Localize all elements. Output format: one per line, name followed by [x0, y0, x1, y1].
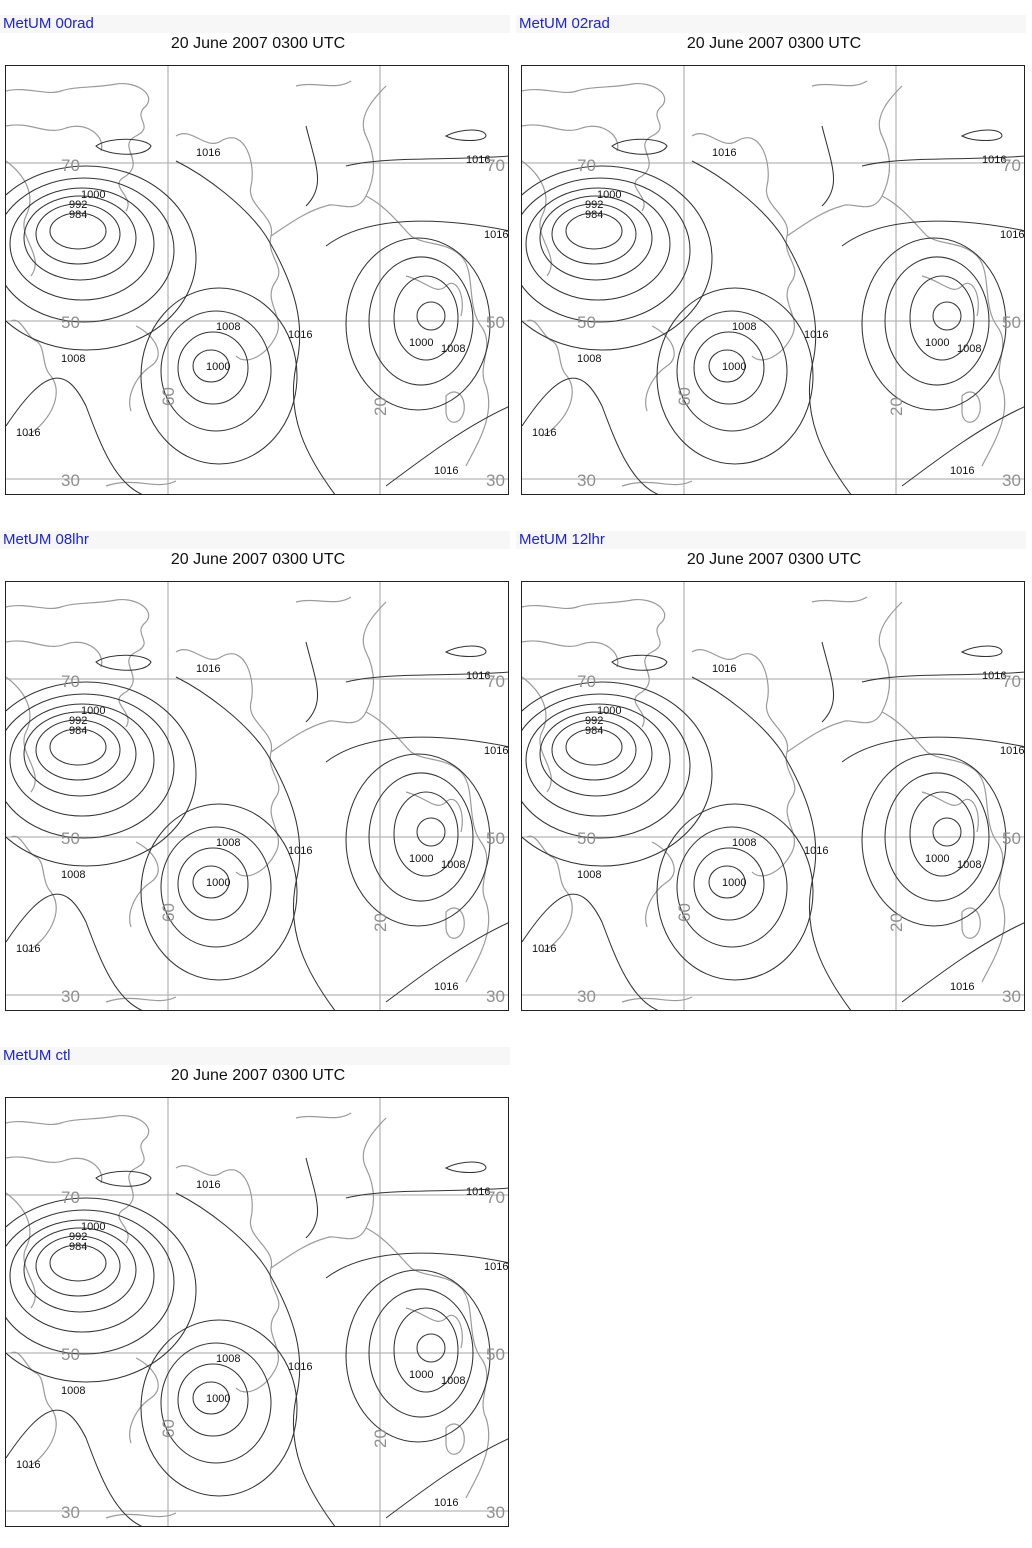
graticule-label: 50: [61, 313, 80, 332]
coastline: [296, 1113, 351, 1118]
isobars: [6, 126, 509, 495]
map-svg: [6, 582, 509, 1011]
panel-label: MetUM 02rad: [516, 15, 1026, 33]
graticule-label: 20: [371, 1429, 390, 1448]
isobar-label: 1016: [1000, 229, 1025, 241]
isobar: [962, 130, 1002, 141]
isobar-label: 984: [585, 209, 604, 221]
map-svg: [522, 582, 1025, 1011]
graticule-label: 30: [61, 471, 80, 490]
isobar-label: 1008: [216, 837, 241, 849]
isobar: [933, 302, 961, 330]
isobar-label: 984: [585, 725, 604, 737]
isobar-label: 1016: [434, 981, 459, 993]
panel-label: MetUM 08lhr: [0, 531, 510, 549]
isobar-label: 1016: [466, 670, 491, 682]
map-svg: [522, 66, 1025, 495]
graticule-label: 20: [887, 913, 906, 932]
coastline: [6, 1116, 149, 1243]
graticule-label: 70: [61, 156, 80, 175]
isobar-label: 1000: [409, 853, 434, 865]
isobar-label: 992: [69, 715, 88, 727]
graticule-label: 20: [371, 913, 390, 932]
coastline: [271, 1118, 386, 1268]
isobars: [6, 1158, 509, 1527]
graticule-label: 50: [577, 313, 596, 332]
map-panel-3: [0, 531, 510, 1031]
graticule-label: 50: [486, 313, 505, 332]
isobar-label: 1000: [597, 705, 622, 717]
isobar-label: 1016: [484, 229, 509, 241]
isobar: [862, 238, 1006, 410]
isobar-label: 1000: [206, 361, 231, 373]
isobar-label: 1008: [732, 321, 757, 333]
pressure-map: [5, 581, 509, 1011]
panel-subtitle: 20 June 2007 0300 UTC: [170, 35, 346, 52]
isobar: [141, 1320, 297, 1496]
isobar-label: 1000: [206, 877, 231, 889]
isobar-label: 1016: [196, 663, 221, 675]
isobar-label: 1008: [216, 321, 241, 333]
isobar-label: 1008: [441, 343, 466, 355]
coastline: [522, 84, 665, 211]
isobar: [306, 126, 318, 206]
map-panel-1: [0, 15, 510, 515]
isobar: [96, 139, 151, 154]
isobar-label: 1000: [597, 189, 622, 201]
isobar-label: 1016: [466, 154, 491, 166]
graticule-label: 50: [61, 829, 80, 848]
isobar-label: 1000: [925, 337, 950, 349]
pressure-map: [5, 65, 509, 495]
graticule-label: 50: [1002, 313, 1021, 332]
coastlines: [522, 597, 1005, 1002]
isobar-label: 1008: [577, 869, 602, 881]
isobar-label: 1016: [982, 670, 1007, 682]
isobar-label: 992: [69, 199, 88, 211]
panel-label: MetUM 00rad: [0, 15, 510, 33]
coastline: [446, 1424, 464, 1454]
map-panel-5: [0, 1047, 510, 1547]
coastline: [446, 908, 464, 938]
coastline: [296, 597, 351, 602]
isobar-label: 1008: [61, 869, 86, 881]
isobar: [96, 655, 151, 670]
graticule-label: 30: [61, 987, 80, 1006]
graticule-label: 70: [577, 672, 596, 691]
pressure-map: [521, 581, 1025, 1011]
coastline: [106, 481, 176, 486]
isobar-label: 1000: [81, 189, 106, 201]
isobar-label: 1016: [434, 1497, 459, 1509]
isobar: [417, 818, 445, 846]
graticule-label: 30: [486, 1503, 505, 1522]
isobar: [446, 646, 486, 657]
graticule-label: 60: [675, 903, 694, 922]
graticule-label: 70: [61, 672, 80, 691]
graticule-label: 20: [887, 397, 906, 416]
panel-subtitle: 20 June 2007 0300 UTC: [686, 35, 862, 52]
isobar-label: 1016: [804, 845, 829, 857]
isobar-label: 1008: [216, 1353, 241, 1365]
isobar: [612, 655, 667, 670]
isobar-label: 1008: [441, 859, 466, 871]
coastline: [366, 712, 489, 982]
isobar: [346, 754, 490, 926]
isobar-label: 992: [585, 715, 604, 727]
map-panel-2: [516, 15, 1026, 515]
coastline: [271, 602, 386, 752]
coastlines: [522, 81, 1005, 486]
graticule-label: 70: [486, 156, 505, 175]
isobar: [326, 1253, 509, 1278]
graticule-label: 50: [486, 1345, 505, 1364]
isobar-label: 1016: [288, 845, 313, 857]
isobar-label: 1016: [532, 427, 557, 439]
isobar-label: 1016: [288, 329, 313, 341]
coastline: [106, 997, 176, 1002]
graticule-label: 30: [1002, 987, 1021, 1006]
isobar-label: 1000: [81, 705, 106, 717]
isobar-label: 1008: [61, 1385, 86, 1397]
isobar: [962, 646, 1002, 657]
coastline: [6, 641, 102, 667]
isobar: [346, 238, 490, 410]
coastline: [527, 836, 572, 952]
isobar-label: 984: [69, 209, 88, 221]
coastline: [787, 86, 902, 236]
graticule-label: 30: [486, 987, 505, 1006]
coastlines: [6, 1113, 489, 1518]
graticule-label: 30: [486, 471, 505, 490]
isobar-label: 1000: [409, 337, 434, 349]
graticule-label: 50: [486, 829, 505, 848]
coastline: [812, 81, 867, 86]
isobar: [446, 1162, 486, 1173]
graticule-label: 20: [371, 397, 390, 416]
isobar-label: 1016: [484, 1261, 509, 1273]
isobar-label: 1016: [484, 745, 509, 757]
coastline: [446, 392, 464, 422]
graticule-label: 30: [61, 1503, 80, 1522]
coastline: [366, 1228, 489, 1498]
coastline: [106, 1513, 176, 1518]
graticule-label: 70: [1002, 156, 1021, 175]
isobar-label: 1000: [81, 1221, 106, 1233]
isobar: [141, 288, 297, 464]
coastline: [11, 836, 56, 952]
graticule-label: 50: [577, 829, 596, 848]
isobar: [933, 818, 961, 846]
isobar-label: 1000: [206, 1393, 231, 1405]
isobar-label: 1016: [804, 329, 829, 341]
isobar-label: 1016: [16, 1459, 41, 1471]
coastline: [522, 600, 665, 727]
pressure-map: [5, 1097, 509, 1527]
isobar: [822, 642, 834, 722]
isobar-label: 992: [69, 1231, 88, 1243]
isobar-label: 1008: [732, 837, 757, 849]
graticule-label: 60: [159, 387, 178, 406]
isobar: [141, 804, 297, 980]
coastline: [6, 600, 149, 727]
coastline: [522, 641, 618, 667]
panel-subtitle: 20 June 2007 0300 UTC: [170, 551, 346, 568]
isobar-label: 992: [585, 199, 604, 211]
isobar-label: 1016: [712, 663, 737, 675]
isobar-label: 1008: [441, 1375, 466, 1387]
isobar: [326, 221, 509, 246]
graticule-label: 70: [486, 1188, 505, 1207]
map-panel-4: [516, 531, 1026, 1031]
coastline: [271, 86, 386, 236]
graticule-label: 60: [159, 1419, 178, 1438]
isobar-label: 1016: [466, 1186, 491, 1198]
coastline: [787, 602, 902, 752]
map-svg: [6, 1098, 509, 1527]
isobar-label: 1000: [409, 1369, 434, 1381]
isobar: [417, 1334, 445, 1362]
coastline: [6, 84, 149, 211]
coastline: [11, 320, 56, 436]
isobar-label: 1008: [577, 353, 602, 365]
pressure-map: [521, 65, 1025, 495]
isobar: [842, 221, 1025, 246]
isobar-label: 1016: [434, 465, 459, 477]
graticule-label: 60: [159, 903, 178, 922]
isobar: [446, 130, 486, 141]
isobar: [306, 1158, 318, 1238]
isobar-label: 1016: [288, 1361, 313, 1373]
isobar: [842, 737, 1025, 762]
graticule-label: 70: [486, 672, 505, 691]
isobar-label: 1016: [16, 943, 41, 955]
isobar-label: 1016: [196, 1179, 221, 1191]
isobar-label: 1016: [950, 981, 975, 993]
map-svg: [6, 66, 509, 495]
isobar-label: 1008: [957, 343, 982, 355]
coastline: [882, 196, 1005, 466]
isobar-label: 1008: [61, 353, 86, 365]
isobar-label: 1016: [16, 427, 41, 439]
graticule-label: 70: [61, 1188, 80, 1207]
coastline: [6, 1157, 102, 1183]
isobar-label: 1008: [957, 859, 982, 871]
isobar: [326, 737, 509, 762]
isobar: [657, 804, 813, 980]
panel-label: MetUM ctl: [0, 1047, 510, 1065]
coastline: [622, 481, 692, 486]
graticule-label: 50: [61, 1345, 80, 1364]
isobars: [522, 126, 1025, 495]
panel-subtitle: 20 June 2007 0300 UTC: [686, 551, 862, 568]
coastline: [882, 712, 1005, 982]
isobars: [522, 642, 1025, 1011]
coastlines: [6, 81, 489, 486]
isobar-label: 1016: [712, 147, 737, 159]
graticule-label: 30: [577, 471, 596, 490]
panel-label: MetUM 12lhr: [516, 531, 1026, 549]
isobar-label: 1016: [532, 943, 557, 955]
coastline: [622, 997, 692, 1002]
isobar-label: 1016: [1000, 745, 1025, 757]
graticule-label: 70: [577, 156, 596, 175]
isobar: [417, 302, 445, 330]
coastline: [812, 597, 867, 602]
isobar-label: 984: [69, 1241, 88, 1253]
graticule-label: 60: [675, 387, 694, 406]
isobar: [96, 1171, 151, 1186]
graticule-label: 30: [1002, 471, 1021, 490]
isobar-label: 1000: [925, 853, 950, 865]
isobar-label: 984: [69, 725, 88, 737]
coastline: [527, 320, 572, 436]
coastline: [962, 908, 980, 938]
coastlines: [6, 597, 489, 1002]
isobar: [822, 126, 834, 206]
coastline: [962, 392, 980, 422]
isobar-label: 1016: [982, 154, 1007, 166]
coastline: [296, 81, 351, 86]
isobar: [346, 1270, 490, 1442]
graticule-label: 30: [577, 987, 596, 1006]
panel-subtitle: 20 June 2007 0300 UTC: [170, 1067, 346, 1084]
graticule-label: 70: [1002, 672, 1021, 691]
isobar: [306, 642, 318, 722]
isobars: [6, 642, 509, 1011]
isobar-label: 1000: [722, 361, 747, 373]
isobar: [612, 139, 667, 154]
isobar-label: 1016: [196, 147, 221, 159]
coastline: [11, 1352, 56, 1468]
isobar: [657, 288, 813, 464]
coastline: [6, 125, 102, 151]
isobar-label: 1016: [950, 465, 975, 477]
isobar-label: 1000: [722, 877, 747, 889]
coastline: [522, 125, 618, 151]
coastline: [366, 196, 489, 466]
isobar: [862, 754, 1006, 926]
graticule-label: 50: [1002, 829, 1021, 848]
